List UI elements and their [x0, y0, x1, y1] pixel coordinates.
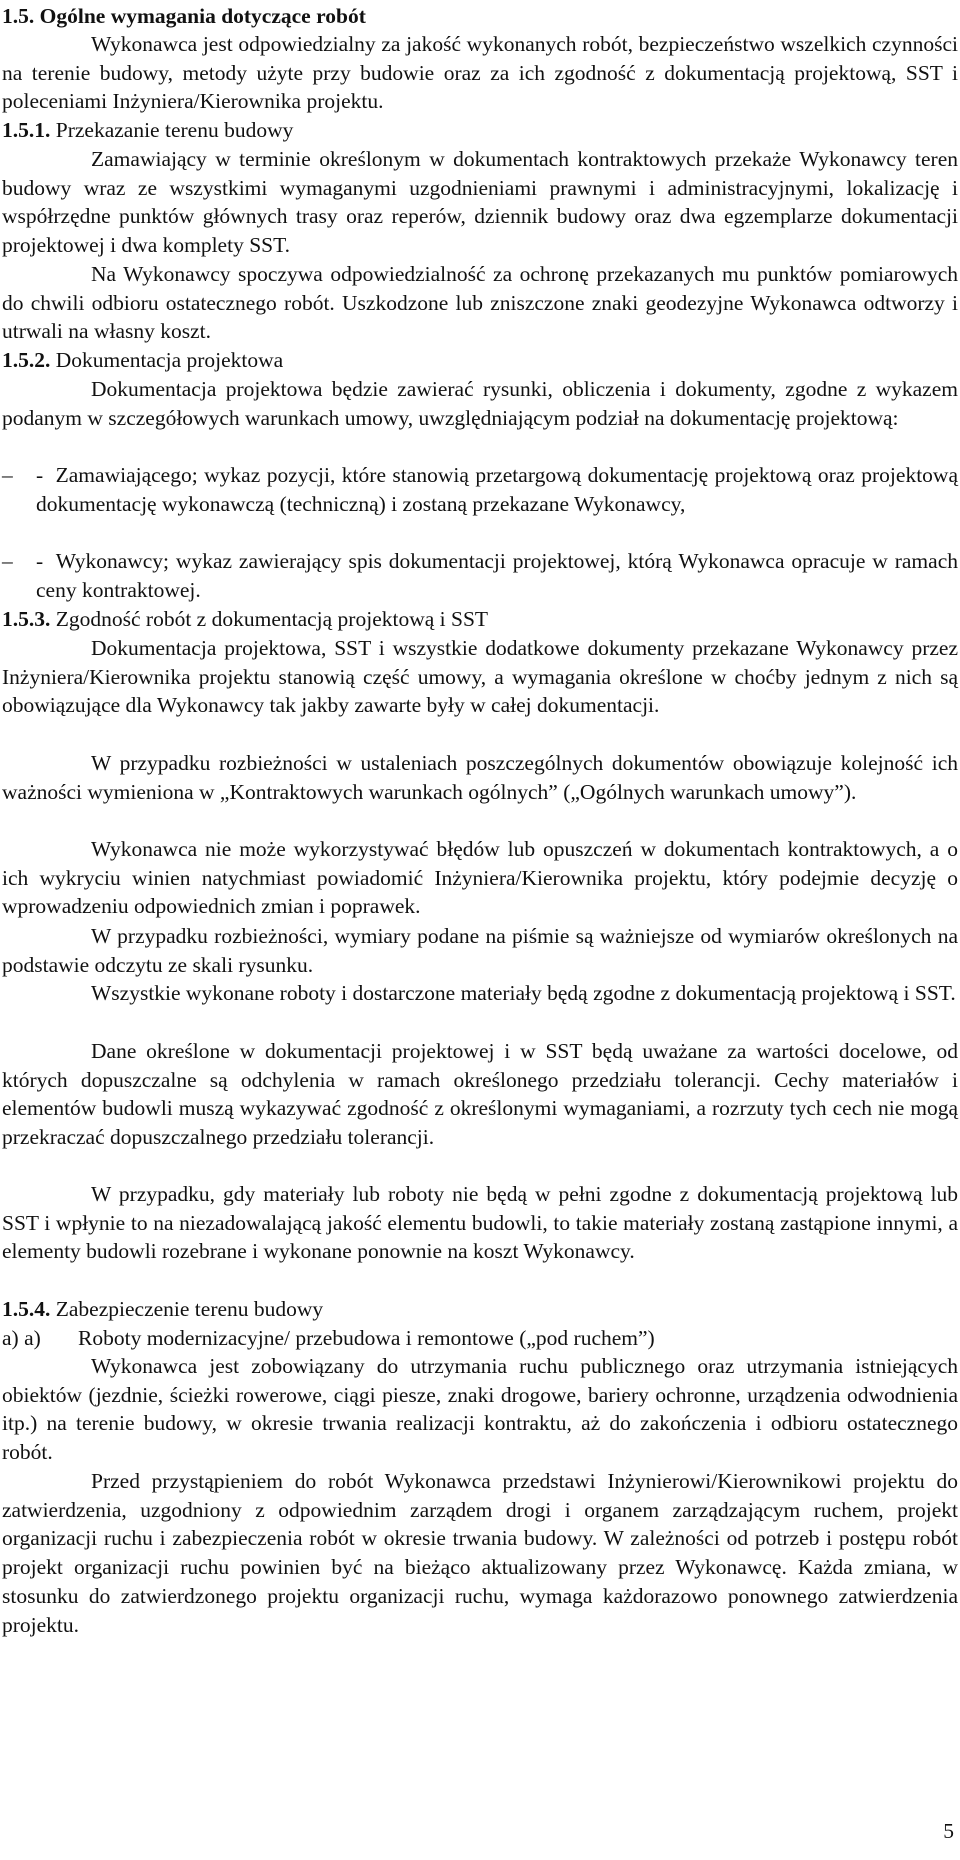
list-item [2, 547, 958, 604]
subsection-number: 1.5.3. [2, 607, 51, 631]
paragraph-1-5-3-b: W przypadku rozbieżności w ustaleniach poszczególnych dokumentów obowiązuje kolejność ich ważności wymieniona w „Kontraktowych warunkach ogólnych” („Ogólnych warunkach umowy”). [2, 751, 958, 804]
subsection-title: Zgodność robót z dokumentacją projektową i SST [55, 607, 489, 631]
section-title: Ogólne wymagania dotyczące robót [39, 4, 366, 28]
paragraph-1-5-3-a: Dokumentacja projektowa, SST i wszystkie dodatkowe dokumenty przekazane Wykonawcy przez Inżyniera/Kierownika projektu stanowią część umowy, a wymagania określone w choćby jednym z nich są obowiązujące dla Wykonawcy tak jakby zawarte były w całej dokumentacji. [2, 636, 958, 718]
list-dash: – [2, 549, 13, 573]
paragraph-1-5-3-d: W przypadku rozbieżności, wymiary podane na piśmie są ważniejsze od wymiarów określonych na podstawie odczytu ze skali rysunku. [2, 924, 958, 977]
list-lead-marker: - [36, 549, 44, 573]
paragraph-1-5-3-f: Dane określone w dokumentacji projektowej i w SST będą uważane za wartości docelowe, od których dopuszczalne są odchylenia w ramach określonego przedziału tolerancji. Cechy materiałów i elementów budowli muszą wykazywać zgodność z określonymi wymaganiami, a rozrzuty tych cech nie mogą przekraczać dopuszczalnego przedziału tolerancji. [2, 1039, 958, 1150]
subsection-title: Przekazanie terenu budowy [55, 118, 294, 142]
paragraph-1-5-2-a: Dokumentacja projektowa będzie zawierać rysunki, obliczenia i dokumenty, zgodne z wykazem podanym w szczegółowych warunkach umowy, uwzględniającym podział na dokumentację projektową: [2, 377, 958, 430]
list-item-text: Wykonawcy; wykaz zawierający spis dokumentacji projektowej, którą Wykonawca opracuje w ramach ceny kontraktowej. [36, 549, 958, 602]
subsection-title: Zabezpieczenie terenu budowy [55, 1297, 324, 1321]
section-number: 1.5. [2, 4, 35, 28]
list-item [2, 461, 958, 518]
subsection-title: Dokumentacja projektowa [55, 348, 284, 372]
paragraph-1-5-3-e: Wszystkie wykonane roboty i dostarczone materiały będą zgodne z dokumentacją projektową i SST. [91, 981, 956, 1005]
paragraph-1-5-3-c: Wykonawca nie może wykorzystywać błędów lub opuszczeń w dokumentach kontraktowych, a o ich wykryciu winien natychmiast powiadomić Inżyniera/Kierownika projektu, który podejmie decyzję o wprowadzeniu odpowiednich zmian i poprawek. [2, 837, 958, 919]
list-lead-marker: - [36, 463, 44, 487]
page-number: 5 [943, 1819, 954, 1843]
paragraph-1-5-4-b: Przed przystąpieniem do robót Wykonawca przedstawi Inżynierowi/Kierownikowi projektu do zatwierdzenia, uzgodniony z odpowiednim zarządem drogi i organem zarządzającym ruchem, projekt organizacji ruchu i zabezpieczenia robót w okresie trwania budowy. W zależności od potrzeb i postępu robót projekt organizacji ruchu powinien być na bieżąco aktualizowany przez Wykonawcę. Każda zmiana, w stosunku do zatwierdzonego projektu organizacji ruchu, wymaga każdorazowo ponownego zatwierdzenia projektu. [2, 1469, 958, 1637]
subsection-heading-1-5-2 [2, 346, 958, 375]
subsection-number: 1.5.1. [2, 118, 51, 142]
sub-point-a [2, 1324, 958, 1353]
subsection-number: 1.5.2. [2, 348, 51, 372]
list-dash: – [2, 463, 13, 487]
subsection-heading-1-5-3 [2, 605, 958, 634]
paragraph-1-5-1-b: Na Wykonawcy spoczywa odpowiedzialność za ochronę przekazanych mu punktów pomiarowych do chwili odbioru ostatecznego robót. Uszkodzone lub zniszczone znaki geodezyjne Wykonawca odtworzy i utrwali na własny koszt. [2, 262, 958, 344]
subsection-number: 1.5.4. [2, 1297, 51, 1321]
section-intro-paragraph: Wykonawca jest odpowiedzialny za jakość wykonanych robót, bezpieczeństwo wszelkich czynności na terenie budowy, metody użyte przy budowie oraz za ich zgodność z dokumentacją projektową, SST i poleceniami Inżyniera/Kierownika projektu. [2, 32, 958, 114]
paragraph-1-5-3-g: W przypadku, gdy materiały lub roboty nie będą w pełni zgodne z dokumentacją projektową lub SST i wpłynie to na niezadowalającą jakość elementu budowli, to takie materiały zostaną zastąpione innymi, a elementy budowli rozebrane i wykonane ponownie na koszt Wykonawcy. [2, 1182, 958, 1264]
list-item-text: Zamawiającego; wykaz pozycji, które stanowią przetargową dokumentację projektową oraz projektową dokumentację wykonawczą (techniczną) i zostaną przekazane Wykonawcy, [36, 463, 958, 516]
subsection-heading-1-5-1 [2, 116, 958, 145]
sub-point-marker: a) a) [2, 1326, 41, 1350]
sub-point-title: Roboty modernizacyjne/ przebudowa i remontowe („pod ruchem”) [78, 1326, 655, 1350]
paragraph-1-5-4-a: Wykonawca jest zobowiązany do utrzymania ruchu publicznego oraz utrzymania istniejących obiektów (jezdnie, ścieżki rowerowe, ciągi piesze, znaki drogowe, bariery ochronne, urządzenia odwodnienia itp.) na terenie budowy, w okresie trwania realizacji kontraktu, aż do zakończenia i odbioru ostatecznego robót. [2, 1354, 958, 1465]
subsection-heading-1-5-4 [2, 1295, 958, 1324]
section-heading [2, 2, 958, 31]
paragraph-1-5-1-a: Zamawiający w terminie określonym w dokumentach kontraktowych przekaże Wykonawcy teren budowy wraz ze wszystkimi wymaganymi uzgodnieniami prawnymi i administracyjnymi, lokalizację i współrzędne punktów głównych trasy oraz reperów, dziennik budowy oraz dwa egzemplarze dokumentacji projektowej i dwa komplety SST. [2, 147, 958, 258]
